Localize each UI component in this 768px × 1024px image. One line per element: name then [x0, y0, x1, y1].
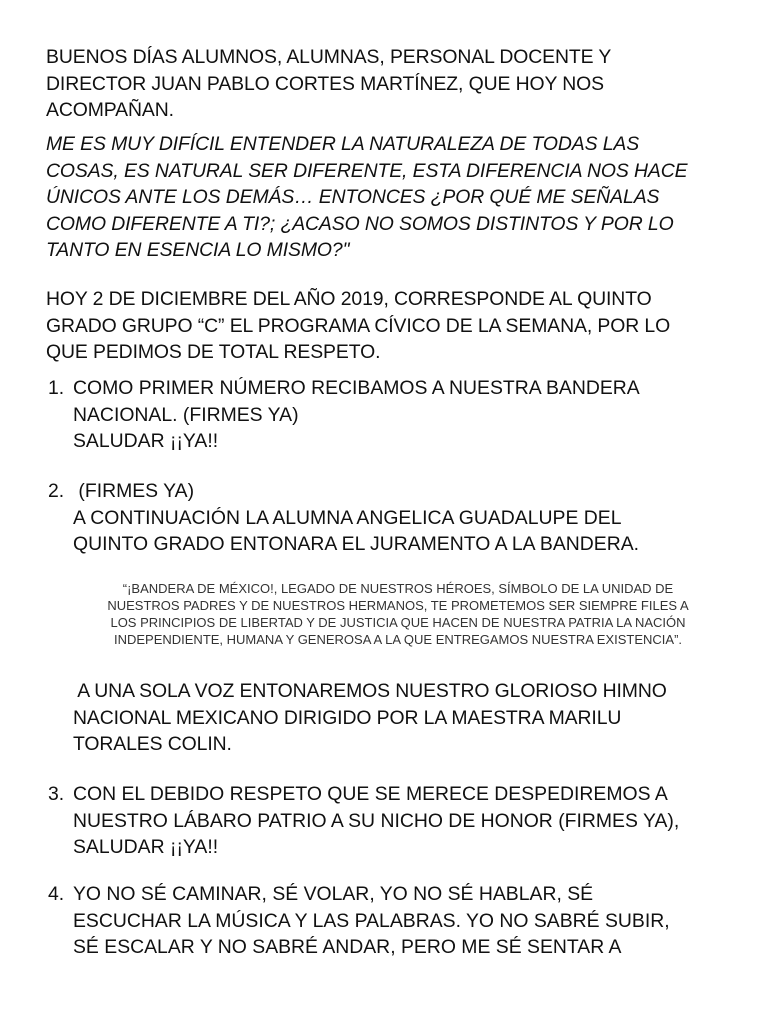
anthem-line: TORALES COLIN. [73, 733, 232, 755]
list-item-line: NUESTRO LÁBARO PATRIO A SU NICHO DE HONOR (FIRMES YA), [73, 809, 680, 832]
quote-line: TANTO EN ESENCIA LO MISMO?" [46, 239, 350, 261]
reflection-quote [46, 131, 736, 264]
greeting-line: ACOMPAÑAN. [46, 99, 174, 121]
list-item-line: A CONTINUACIÓN LA ALUMNA ANGELICA GUADALUPE DEL [73, 506, 622, 529]
list-item-3 [46, 781, 746, 861]
list-item-line: NACIONAL. (FIRMES YA) [73, 403, 299, 426]
list-item-line: CON EL DEBIDO RESPETO QUE SE MERECE DESPEDIREMOS A [73, 783, 668, 805]
oath-line: INDEPENDIENTE, HUMANA Y GENEROSA A LA QUE ENTREGAMOS NUESTRA EXISTENCIA”. [113, 632, 683, 647]
anthem-paragraph [73, 678, 753, 758]
list-item-line: COMO PRIMER NÚMERO RECIBAMOS A NUESTRA BANDERA [73, 377, 640, 399]
quote-line: ÚNICOS ANTE LOS DEMÁS… ENTONCES ¿POR QUÉ ME SEÑALAS [46, 186, 660, 208]
oath-line: “¡BANDERA DE MÉXICO!, LEGADO DE NUESTROS HÉROES, SÍMBOLO DE LA UNIDAD DE [122, 581, 674, 596]
date-line: HOY 2 DE DICIEMBRE DEL AÑO 2019, CORRESPONDE AL QUINTO [46, 288, 652, 310]
list-item-line: SALUDAR ¡¡YA!! [73, 430, 219, 452]
anthem-line: NACIONAL MEXICANO DIRIGIDO POR LA MAESTRA MARILU [73, 706, 622, 729]
quote-line: COSAS, ES NATURAL SER DIFERENTE, ESTA DIFERENCIA NOS HACE [46, 159, 688, 182]
date-line: GRADO GRUPO “C” EL PROGRAMA CÍVICO DE LA SEMANA, POR LO [46, 314, 671, 337]
date-paragraph [46, 286, 736, 366]
greeting-paragraph [46, 44, 736, 124]
list-item-line: QUINTO GRADO ENTONARA EL JURAMENTO A LA BANDERA. [73, 533, 640, 555]
quote-line: COMO DIFERENTE A TI?; ¿ACASO NO SOMOS DISTINTOS Y POR LO [46, 212, 674, 235]
list-item-4 [46, 881, 746, 961]
list-number: 2. [48, 480, 65, 502]
quote-line: ME ES MUY DIFÍCIL ENTENDER LA NATURALEZA DE TODAS LAS [46, 133, 640, 155]
list-item-line: YO NO SÉ CAMINAR, SÉ VOLAR, YO NO SÉ HABLAR, SÉ [73, 883, 594, 905]
greeting-line: BUENOS DÍAS ALUMNOS, ALUMNAS, PERSONAL DOCENTE Y [46, 46, 612, 68]
list-item-line: SALUDAR ¡¡YA!! [73, 836, 219, 858]
list-item-line: SÉ ESCALAR Y NO SABRÉ ANDAR, PERO ME SÉ SENTAR A [73, 936, 622, 958]
list-number: 1. [48, 377, 65, 399]
list-item-2 [46, 478, 746, 558]
flag-oath-text [76, 580, 720, 648]
greeting-line: DIRECTOR JUAN PABLO CORTES MARTÍNEZ, QUE HOY NOS [46, 72, 604, 95]
list-number: 4. [48, 883, 65, 905]
oath-line: LOS PRINCIPIOS DE LIBERTAD Y DE JUSTICIA QUE HACEN DE NUESTRA PATRIA LA NACIÓN [110, 615, 686, 630]
oath-line: NUESTROS PADRES Y DE NUESTROS HERMANOS, TE PROMETEMOS SER SIEMPRE FILES A [107, 598, 689, 613]
list-item-line: ESCUCHAR LA MÚSICA Y LAS PALABRAS. YO NO SABRÉ SUBIR, [73, 909, 670, 932]
date-line: QUE PEDIMOS DE TOTAL RESPETO. [46, 341, 381, 363]
list-item-1 [46, 375, 746, 455]
list-item-line: (FIRMES YA) [73, 480, 195, 502]
list-number: 3. [48, 783, 65, 805]
anthem-line: A UNA SOLA VOZ ENTONAREMOS NUESTRO GLORIOSO HIMNO [73, 680, 667, 702]
